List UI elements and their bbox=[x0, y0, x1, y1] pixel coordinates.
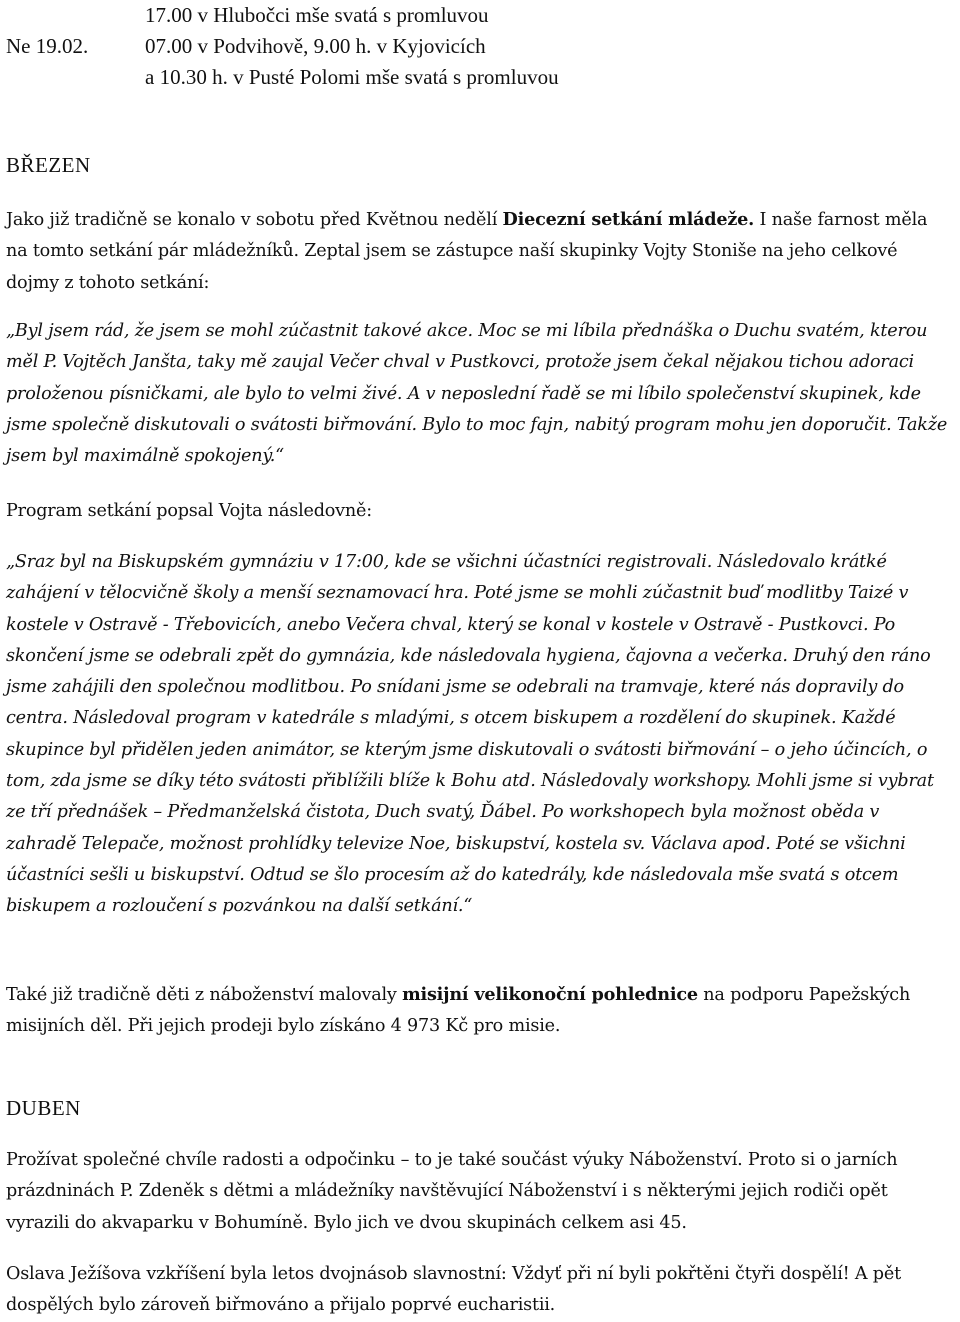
duben-paragraph-1: Prožívat společné chvíle radosti a odpočinku – to je také součást výuky Náboženství. Proto si o jarních prázdninách P. Zdeněk s dětmi a mládežníky navštěvující Náboženství i s některými jejich rodiči opět vyrazili do akvaparku v Bohumíně. Bylo jich ve dvou skupinách celkem asi 45. bbox=[6, 1150, 898, 1233]
schedule-row-1 bbox=[6, 0, 559, 31]
heading-duben: DUBEN bbox=[6, 1096, 81, 1120]
quote-vojta-impressions: „Byl jsem rád, že jsem se mohl zúčastnit takové akce. Moc se mi líbila přednáška o Duchu svatém, kterou měl P. Vojtěch Janšta, taky mě zaujal Večer chval v Pustkovci, protože jsem čekal nějakou tichou adoraci proloženou písničkami, ale bylo to velmi živé. A v neposlední řadě se mi líbilo společenství skupinek, kde jsme společně diskutovali o svátosti biřmování. Bylo to moc fajn, nabitý program mohu jen doporučit. Takže jsem byl maximálně spokojený.“ bbox=[6, 321, 948, 467]
schedule-day: Ne 19.02. bbox=[6, 34, 89, 58]
schedule-line-3: a 10.30 h. v Pusté Polomi mše svatá s promluvou bbox=[145, 65, 559, 89]
quote-program-description: „Sraz byl na Biskupském gymnáziu v 17:00, kde se všichni účastníci registrovali. Následovalo krátké zahájení v tělocvičně školy a menší seznamovací hra. Poté jsme se mohli zúčastnit buď modlitby Taizé v kostele v Ostravě - Třebovicích, anebo Večera chval, který se konal v kostele v Ostravě - Pustkovci. Po skončení jsme se odebrali zpět do gymnázia, kde následovala hygiena, čajovna a večerka. Druhý den ráno jsme zahájili den společnou modlitbou. Po snídani jsme se odebrali na tramvaje, které nás dopravily do centra. Následoval program v katedrále s mladými, s otcem biskupem a rozdělení do skupinek. Každé skupince byl přidělen jeden animátor, se kterým jsme diskutovali o svátosti biřmování – o jeho účincích, o tom, zda jsme se díky této svátosti přiblížili blíže k Bohu atd. Následovaly workshopy. Mohli jsme si vybrat ze tří přednášek – Předmanželská čistota, Duch svatý, Ďábel. Po workshopech byla možnost oběda v zahradě Telepače, možnost prohlídky televize Noe, biskupství, kostela sv. Václava apod. Poté se všichni účastníci sešli u biskupství. Odtud se šlo procesím až do katedrály, kde následovala mše svatá s otcem biskupem a rozloučení s pozvánkou na další setkání.“ bbox=[6, 552, 934, 917]
postcards-label: misijní velikonoční pohlednice bbox=[402, 984, 698, 1005]
schedule-row-2 bbox=[6, 31, 559, 62]
schedule-row-3 bbox=[6, 62, 559, 93]
brezen-paragraph-3: Také již tradičně děti z náboženství malovaly misijní velikonoční pohlednice na podporu Papežských misijních děl. Při jejich prodeji bylo získáno 4 973 Kč pro misie. bbox=[6, 984, 911, 1037]
event-name: Diecezní setkání mládeže. bbox=[502, 209, 755, 230]
brezen-paragraph-1: Jako již tradičně se konalo v sobotu před Květnou nedělí Diecezní setkání mládeže. I naše farnost měla na tomto setkání pár mládežníků. Zeptal jsem se zástupce naší skupinky Vojty Stoniše na jeho celkové dojmy z tohoto setkání: bbox=[6, 209, 928, 293]
brezen-paragraph-2: Program setkání popsal Vojta následovně: bbox=[6, 501, 372, 521]
schedule-line-2: 07.00 v Podvihově, 9.00 h. v Kyjovicích bbox=[145, 34, 486, 58]
schedule-line-1: 17.00 v Hlubočci mše svatá s promluvou bbox=[145, 3, 489, 27]
duben-paragraph-2: Oslava Ježíšova vzkříšení byla letos dvojnásob slavnostní: Vždyť při ní byli pokřtěni čtyři dospělí! A pět dospělých bylo zároveň biřmováno a přijalo poprvé eucharistii. bbox=[6, 1264, 901, 1316]
heading-brezen: BŘEZEN bbox=[6, 153, 91, 177]
schedule-block bbox=[6, 0, 559, 93]
